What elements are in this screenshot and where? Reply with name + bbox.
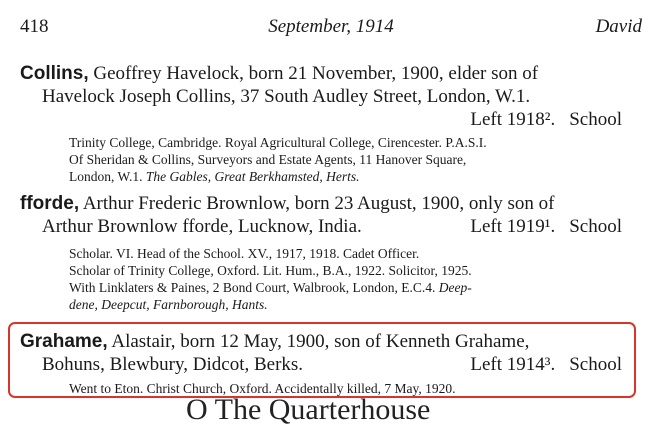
entry-surname: Grahame, — [20, 331, 108, 352]
entry-line1: Alastair, born 12 May, 1900, son of Kenneth Grahame, — [111, 331, 530, 352]
detail-line — [69, 168, 622, 185]
detail-text: With Linklaters & Paines, 2 Bond Court, Walbrook, London, E.C.4. — [69, 280, 436, 295]
register-entry-grahame — [20, 330, 622, 397]
entry-line2: Arthur Brownlow fforde, Lucknow, India. — [42, 216, 362, 237]
detail-line — [69, 279, 622, 296]
detail-line: Scholar. VI. Head of the School. XV., 1917, 1918. Cadet Officer. — [69, 246, 420, 261]
entry-main-text — [20, 330, 622, 376]
entry-school-label: School — [569, 216, 622, 237]
entry-details — [20, 245, 622, 313]
detail-line: dene, Deepcut, Farnborough, Hants. — [69, 297, 268, 312]
entry-main-text — [20, 192, 622, 238]
entry-line1: Geoffrey Havelock, born 21 November, 1900, elder son of — [93, 63, 539, 84]
page-number: 418 — [20, 16, 49, 37]
house-name: David — [595, 16, 642, 37]
register-entry-collins — [20, 62, 622, 185]
entry-surname: fforde, — [20, 193, 80, 214]
entry-left-year: Left 1919¹. — [470, 216, 556, 237]
entry-details — [20, 134, 622, 185]
detail-line: Of Sheridan & Collins, Surveyors and Estate Agents, 11 Hanover Square, — [69, 152, 467, 167]
entry-address: The Gables, Great Berkhamsted, Herts. — [145, 169, 360, 184]
entry-line2: Havelock Joseph Collins, 37 South Audley Street, London, W.1. — [42, 86, 531, 107]
detail-line: Scholar of Trinity College, Oxford. Lit. Hum., B.A., 1922. Solicitor, 1925. — [69, 263, 472, 278]
entry-surname: Collins, — [20, 63, 89, 84]
entry-address: Deep- — [438, 280, 472, 295]
register-entry-fforde — [20, 192, 622, 313]
partial-next-line-text: O The Quarterhouse — [186, 393, 431, 426]
detail-line: Trinity College, Cambridge. Royal Agricultural College, Cirencester. P.A.S.I. — [69, 135, 487, 150]
running-date: September, 1914 — [268, 16, 394, 37]
entry-line1: Arthur Frederic Brownlow, born 23 August, 1900, only son of — [82, 193, 555, 214]
entry-line2: Bohuns, Blewbury, Didcot, Berks. — [42, 354, 304, 375]
partial-next-line — [186, 393, 456, 426]
entry-left-year: Left 1918². — [470, 109, 556, 130]
detail-text: London, W.1. — [69, 169, 143, 184]
entry-main-text — [20, 62, 622, 131]
entry-school-label: School — [569, 109, 622, 130]
page-header — [20, 16, 642, 44]
entry-left-year: Left 1914³. — [470, 354, 556, 375]
entry-school-label: School — [569, 354, 622, 375]
detail-line: Went to Eton. Christ Church, Oxford. Accidentally killed, 7 May, 1920. — [69, 381, 456, 396]
